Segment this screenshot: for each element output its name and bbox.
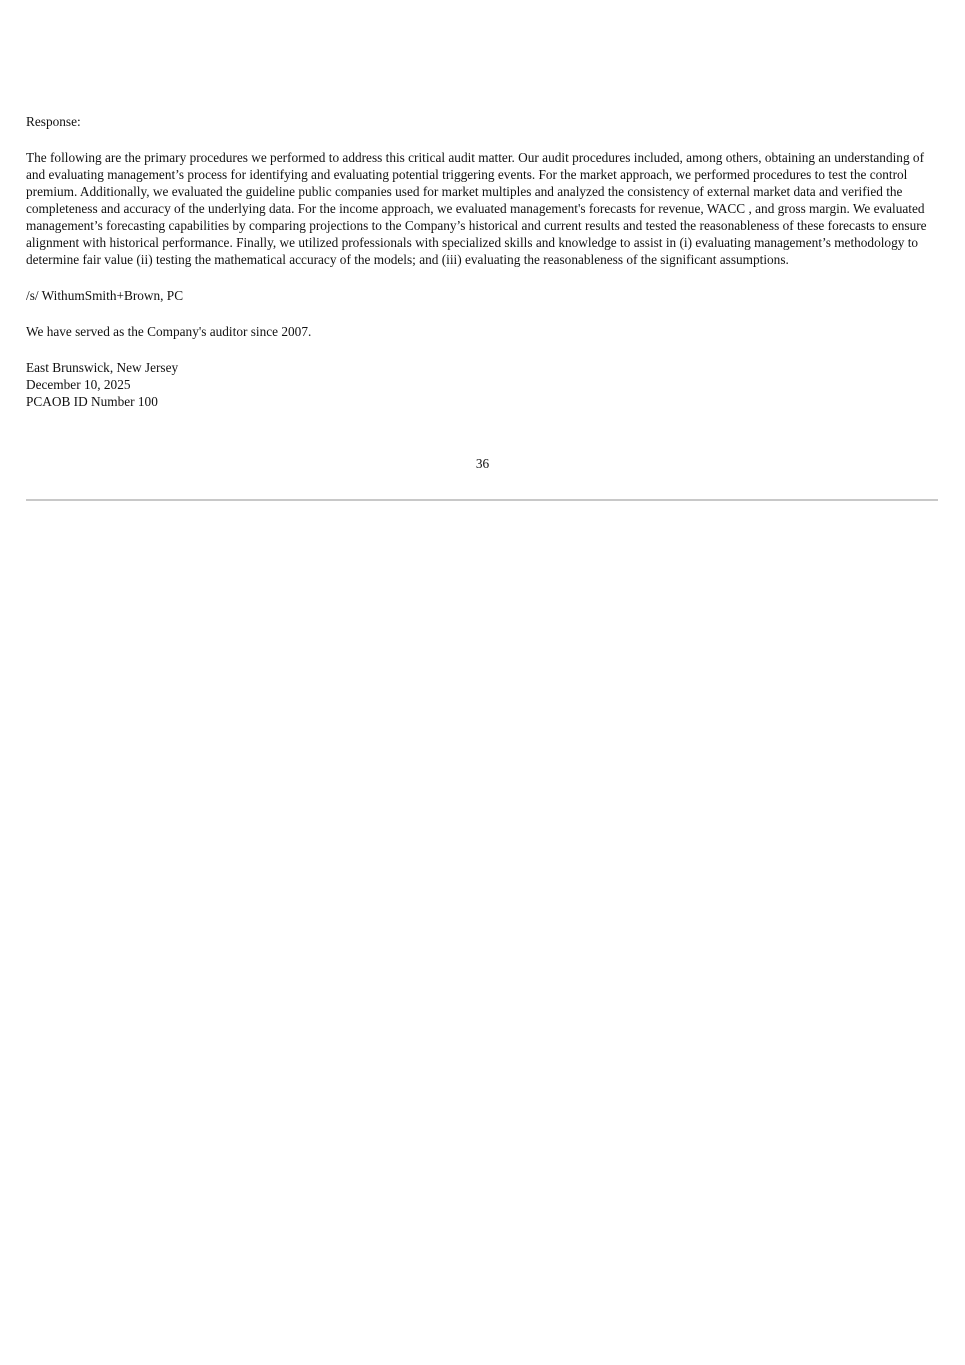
procedures-paragraph: The following are the primary procedures we performed to address this critical audit matter. Our audit procedures included, among others, obtaining an understanding of and evaluating management’s process for identifying and evaluating potential triggering events. For the market approach, we performed procedures to test the control premium. Additionally, we evaluated the guideline public companies used for market multiples and analyzed the consistency of external market data and verified the completeness and accuracy of the underlying data. For the income approach, we evaluated management's forecasts for revenue, WACC , and gross margin. We evaluated management’s forecasting capabilities by comparing projections to the Company’s historical and current results and tested the reasonableness of these forecasts to ensure alignment with historical performance. Finally, we utilized professionals with specialized skills and knowledge to assist in (i) evaluating management’s methodology to determine fair value (ii) testing the mathematical accuracy of the models; and (iii) evaluating the reasonableness of the significant assumptions. [26, 150, 927, 267]
report-date: December 10, 2025 [26, 377, 131, 392]
auditor-since-statement: We have served as the Company's auditor since 2007. [26, 324, 312, 339]
page-number: 36 [475, 456, 490, 471]
document-body [26, 113, 938, 410]
location: East Brunswick, New Jersey [26, 360, 179, 375]
response-label: Response: [26, 114, 81, 129]
signature-block [26, 359, 938, 410]
auditor-signature: /s/ WithumSmith+Brown, PC [26, 288, 184, 303]
page-divider [26, 499, 938, 501]
pcaob-id: PCAOB ID Number 100 [26, 394, 158, 409]
